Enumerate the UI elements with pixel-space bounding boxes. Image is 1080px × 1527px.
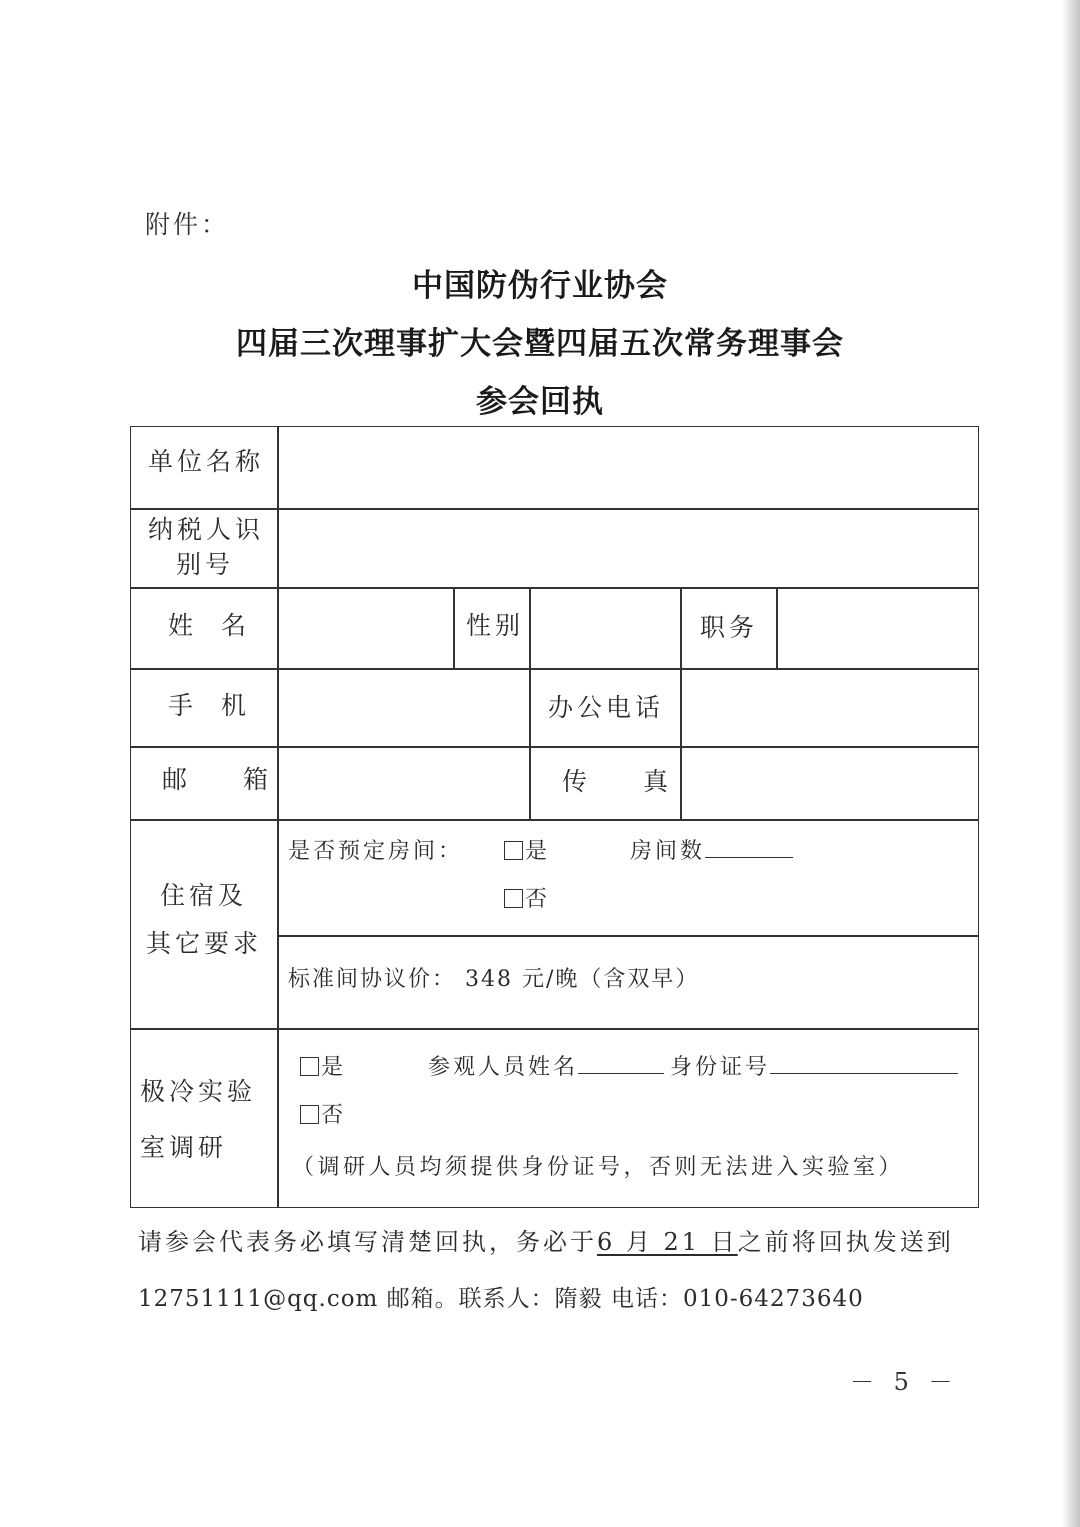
visitor-name-field[interactable]	[428, 1050, 664, 1081]
fax-label: 传 真	[562, 767, 692, 796]
unit-name-label: 单位名称	[148, 447, 265, 476]
reserve-no-checkbox[interactable]	[504, 889, 523, 908]
row-divider	[130, 746, 979, 748]
taxpayer-id-label-line2: 别号	[176, 550, 235, 579]
row-divider	[130, 587, 979, 589]
attachment-label: 附件：	[145, 210, 230, 239]
name-label: 姓 名	[168, 611, 256, 640]
reserve-no-label: 否	[525, 887, 551, 912]
footer-instruction-a: 请参会代表务必填写清楚回执，务必于	[138, 1228, 597, 1256]
lab-yes-option[interactable]	[300, 1050, 346, 1081]
lab-label-line1: 极冷实验	[140, 1077, 257, 1106]
page-number: － 5 －	[850, 1368, 959, 1396]
title-organization: 中国防伪行业协会	[412, 268, 668, 304]
column-divider	[277, 426, 279, 1208]
reserve-room-question: 是否预定房间：	[288, 839, 464, 864]
visitor-name-label: 参观人员姓名	[428, 1055, 579, 1080]
title-receipt: 参会回执	[476, 384, 604, 420]
column-divider	[529, 587, 531, 819]
email-label: 邮 箱	[162, 765, 292, 794]
lodging-label-line2: 其它要求	[146, 929, 263, 958]
row-divider	[277, 935, 979, 937]
deadline-date: 6 月 21 日	[597, 1228, 738, 1256]
gender-label: 性别	[466, 611, 525, 640]
row-divider	[130, 1028, 979, 1030]
office-phone-label: 办公电话	[548, 693, 665, 722]
lab-no-label: 否	[321, 1103, 347, 1128]
lab-no-checkbox[interactable]	[300, 1105, 319, 1124]
reserve-no-option[interactable]	[504, 882, 550, 913]
id-number-blank[interactable]	[770, 1055, 958, 1074]
reserve-yes-checkbox[interactable]	[504, 841, 523, 860]
lab-note: （调研人员均须提供身份证号，否则无法进入实验室）	[292, 1155, 905, 1180]
reserve-yes-option[interactable]	[504, 834, 550, 865]
visitor-name-blank[interactable]	[578, 1055, 664, 1074]
lab-yes-label: 是	[321, 1055, 347, 1080]
footer-instruction-b: 之前将回执发送到	[737, 1228, 954, 1256]
room-count-label: 房间数	[630, 839, 706, 864]
lab-no-option[interactable]	[300, 1098, 346, 1129]
room-count-blank[interactable]	[705, 839, 793, 858]
column-divider	[776, 587, 778, 668]
row-divider	[130, 819, 979, 821]
title-meeting: 四届三次理事扩大会暨四届五次常务理事会	[236, 326, 844, 362]
lodging-label-line1: 住宿及	[160, 881, 248, 910]
position-label: 职务	[700, 613, 759, 642]
lab-yes-checkbox[interactable]	[300, 1057, 319, 1076]
mobile-label: 手 机	[168, 691, 256, 720]
footer-instruction	[138, 1222, 954, 1257]
room-count-field[interactable]	[630, 834, 793, 865]
taxpayer-id-label-line1: 纳税人识	[148, 515, 265, 544]
id-number-field[interactable]	[670, 1050, 958, 1081]
id-number-label: 身份证号	[670, 1055, 771, 1080]
room-price-text: 标准间协议价： 348 元/晚（含双早）	[288, 967, 700, 992]
lab-label-line2: 室调研	[140, 1133, 228, 1162]
footer-contact: 12751111@qq.com 邮箱。联系人：隋毅 电话：010-64273640	[138, 1286, 864, 1312]
row-divider	[130, 668, 979, 670]
page-edge-shadow	[1062, 0, 1080, 1527]
reserve-yes-label: 是	[525, 839, 551, 864]
column-divider	[453, 587, 455, 668]
